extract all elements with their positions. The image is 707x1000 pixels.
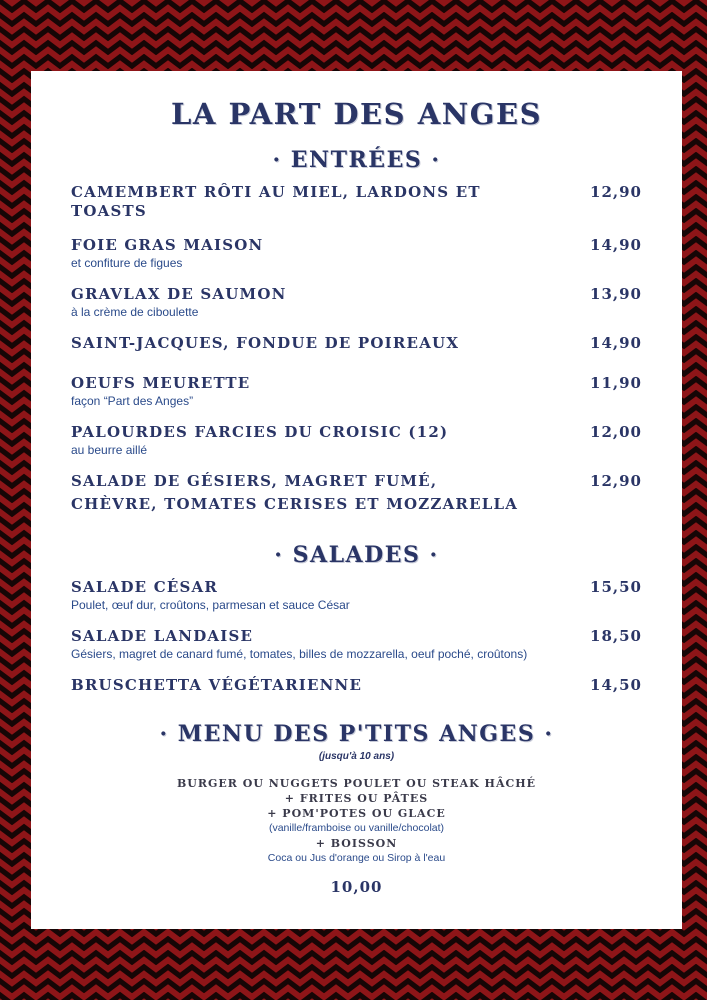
menu-item [71,334,642,353]
kids-menu-drink: + BOISSON [315,837,398,850]
kids-menu-dessert-note: (vanille/framboise ou vanille/chocolat) [268,822,445,834]
menu-item [71,472,642,514]
kids-menu-drink-note: Coca ou Jus d'orange ou Sirop à l'eau [267,852,446,864]
item-name: OEUFS MEURETTE [71,374,251,392]
section-title-salades: · SALADES · [274,542,439,568]
kids-menu-age-note: (jusqu'à 10 ans) [318,751,395,762]
item-price: 12,90 [590,472,642,490]
menu-item [71,578,642,612]
item-name: GRAVLAX DE SAUMON [71,285,287,303]
item-description: façon “Part des Anges” [71,394,194,408]
kids-menu-side: + FRITES OU PÂTES [284,792,429,805]
item-name: SALADE CÉSAR [71,578,219,596]
menu-card [31,71,682,929]
section-title-entrees: · ENTRÉES · [272,147,441,173]
item-price: 12,00 [590,423,642,441]
menu-item [71,236,642,270]
item-price: 11,90 [590,374,642,392]
item-description: à la crème de ciboulette [71,305,199,319]
restaurant-title: LA PART DES ANGES [170,97,543,131]
kids-menu-price: 10,00 [330,878,383,896]
menu-item [71,676,642,695]
item-price: 14,50 [590,676,642,694]
section-title-kids-menu: · MENU DES P'TITS ANGES · [159,721,554,747]
item-description: au beurre aillé [71,443,148,457]
menu-item [71,285,642,319]
item-name-line1: SALADE DE GÉSIERS, MAGRET FUMÉ, [71,472,438,490]
item-price: 14,90 [590,236,642,254]
item-description: et confiture de figues [71,256,183,270]
item-name: PALOURDES FARCIES DU CROISIC (12) [71,423,449,441]
kids-menu-main-course: BURGER OU NUGGETS POULET OU STEAK HÂCHÉ [176,777,537,790]
menu-item [71,183,642,221]
item-name: CAMEMBERT RÔTI AU MIEL, LARDONS ET TOASTS [71,183,481,220]
kids-menu-dessert: + POM'POTES OU GLACE [267,807,446,820]
item-price: 14,90 [590,334,642,352]
item-price: 13,90 [590,285,642,303]
menu-item [71,423,642,457]
item-price: 15,50 [590,578,642,596]
item-description: Gésiers, magret de canard fumé, tomates, billes de mozzarella, oeuf poché, croûtons) [71,647,528,661]
item-name: SALADE LANDAISE [71,627,254,645]
item-price: 12,90 [590,183,642,201]
item-name-line2: CHÈVRE, TOMATES CERISES ET MOZZARELLA [71,495,519,513]
menu-item [71,627,642,661]
item-price: 18,50 [590,627,642,645]
item-name: FOIE GRAS MAISON [71,236,264,254]
item-name: SAINT-JACQUES, FONDUE DE POIREAUX [71,334,460,352]
item-name: BRUSCHETTA VÉGÉTARIENNE [71,676,363,694]
menu-item [71,374,642,408]
item-description: Poulet, œuf dur, croûtons, parmesan et sauce César [71,598,350,612]
